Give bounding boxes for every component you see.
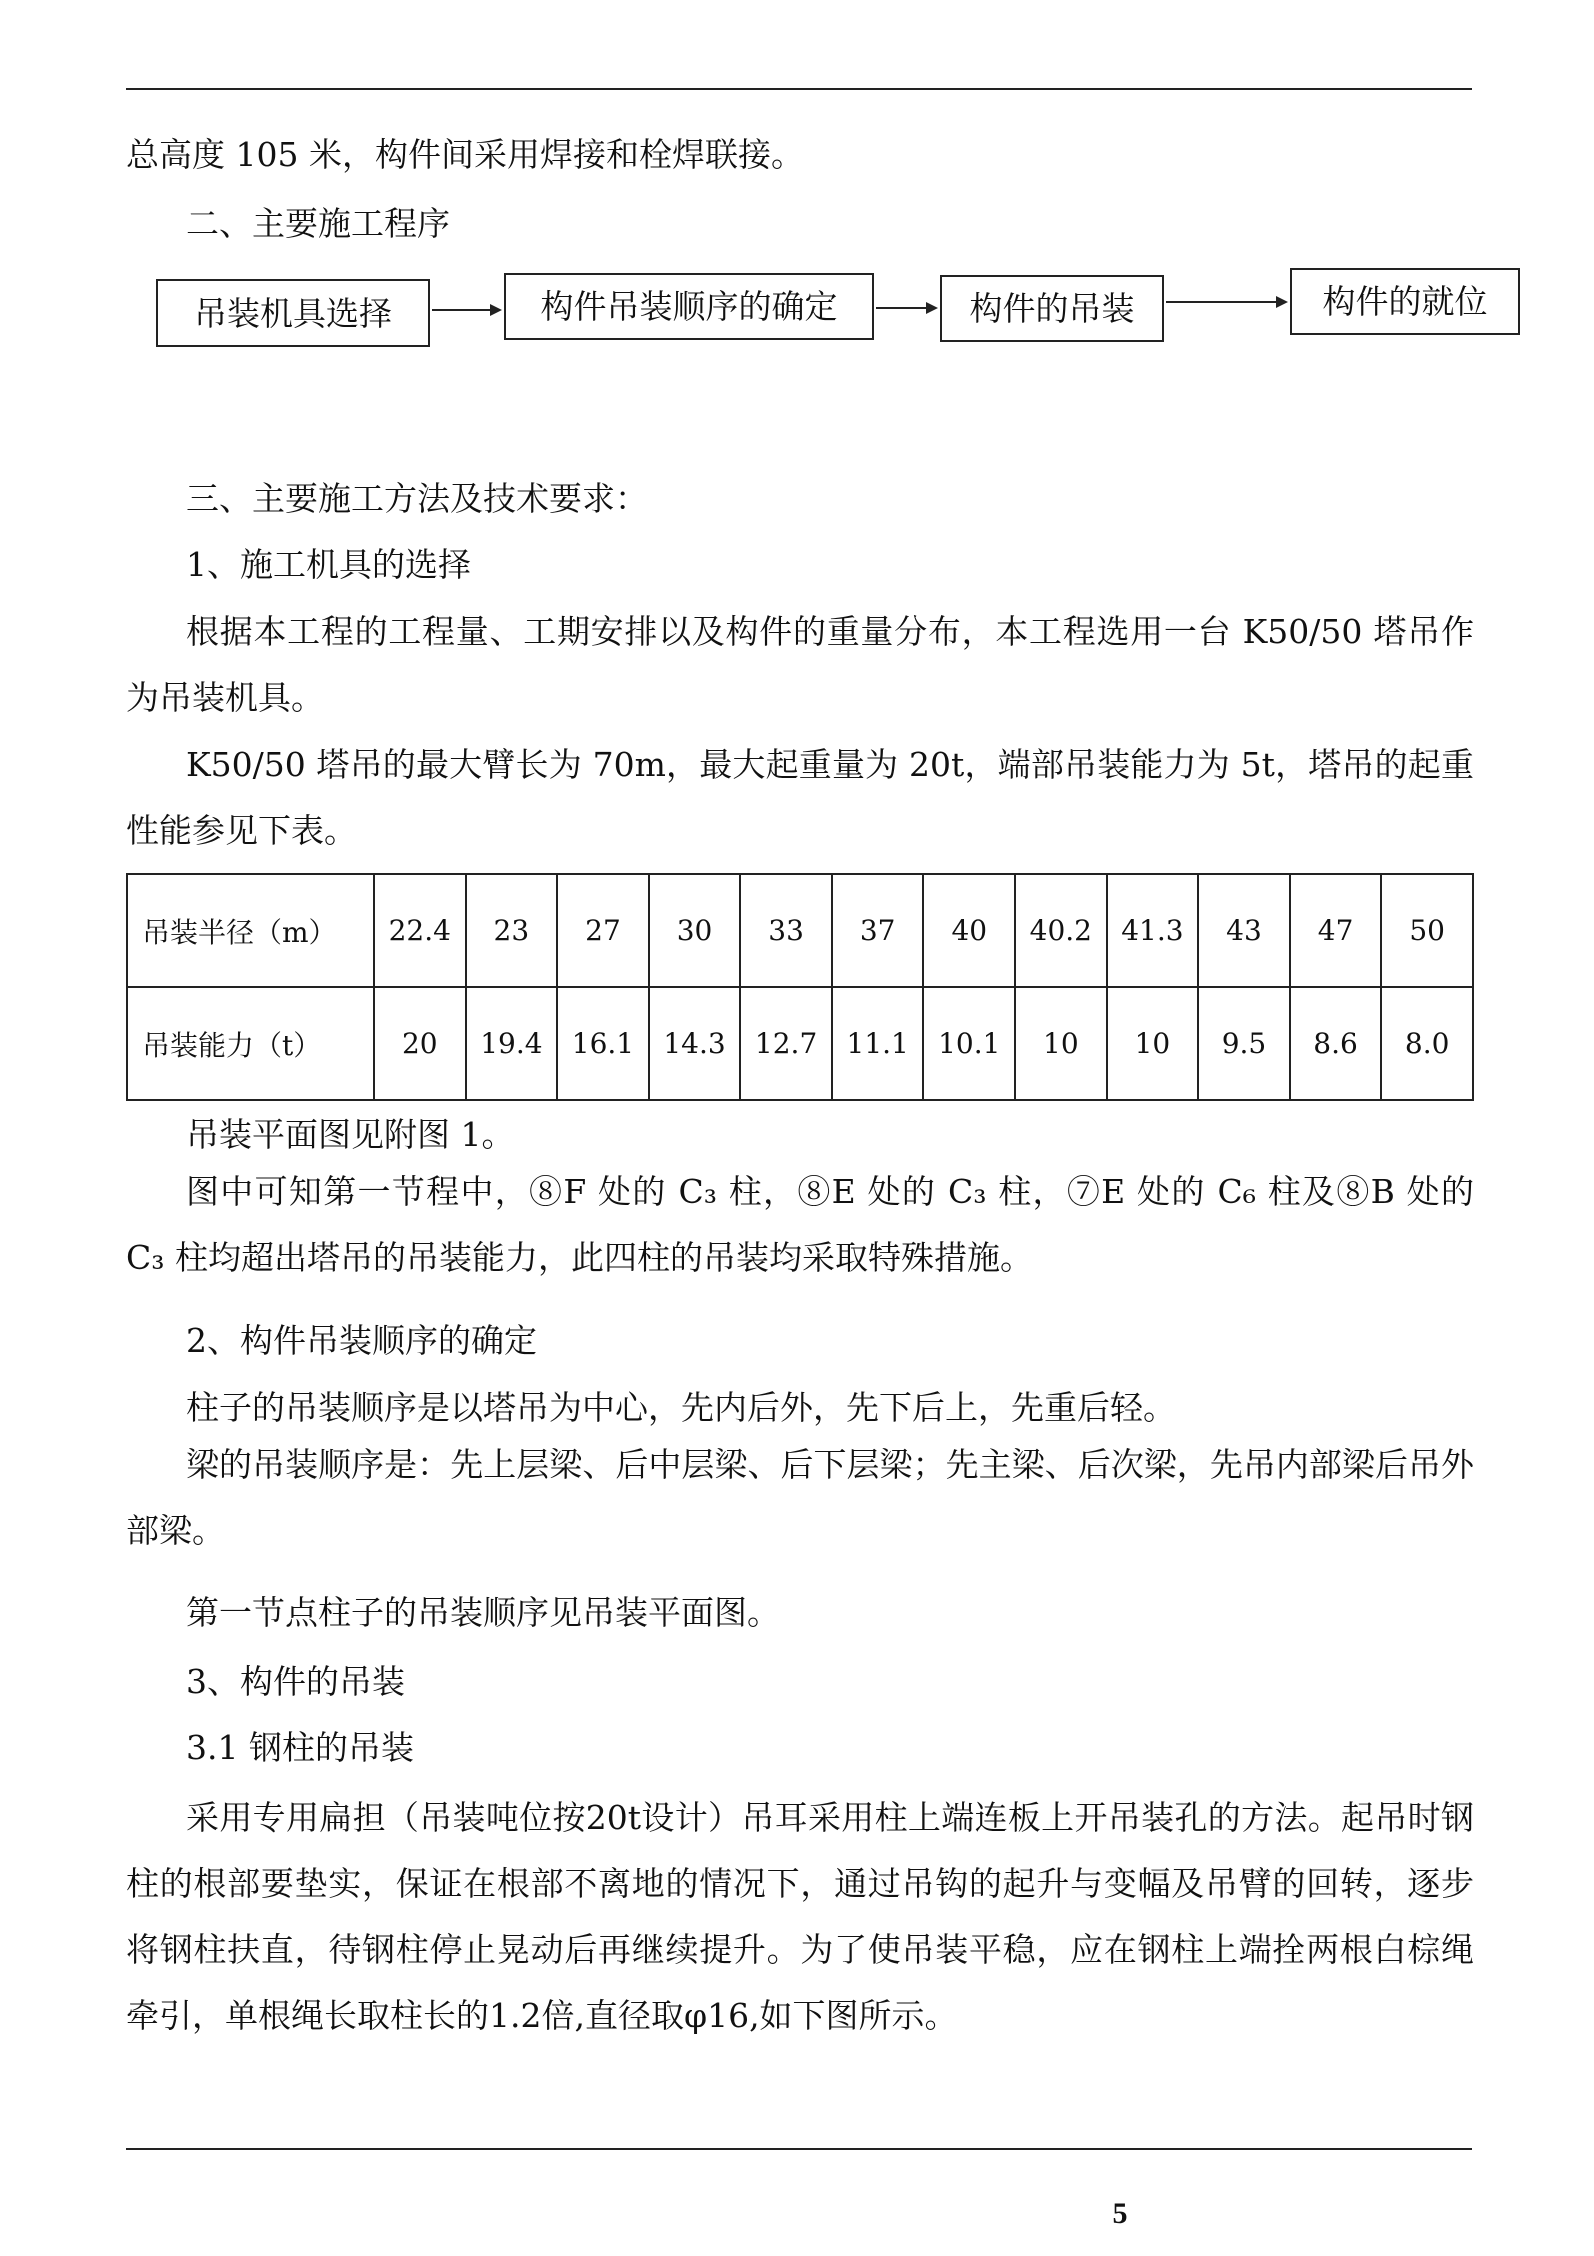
- table-cell: 33: [740, 874, 832, 987]
- table-cell: 40.2: [1015, 874, 1107, 987]
- table-cell: 30: [649, 874, 741, 987]
- paragraph-steel-column-method: 采用专用扁担（吊装吨位按20t设计）吊耳采用柱上端连板上开吊装孔的方法。起吊时钢柱的根部要垫实，保证在根部不离地的情况下，通过吊钩的起升与变幅及吊臂的回转，逐步将钢柱扶直，待钢柱停止晃动后再继续提升。为了使吊装平稳，应在钢柱上端拴两根白棕绳牵引，单根绳长取柱长的1.2倍,直径取φ16,如下图所示。: [126, 1798, 1474, 2035]
- table-cell: 10.1: [923, 987, 1015, 1100]
- table-row-radius: [127, 874, 1473, 987]
- crane-capacity-table: [126, 873, 1474, 1101]
- table-cell: 50: [1381, 874, 1473, 987]
- heading-lifting-sequence: 2、构件吊装顺序的确定: [186, 1321, 537, 1360]
- table-cell: 27: [557, 874, 649, 987]
- table-cell: 11.1: [832, 987, 924, 1100]
- table-cell: 10: [1107, 987, 1199, 1100]
- text-line-first-node: 第一节点柱子的吊装顺序见吊装平面图。: [186, 1593, 780, 1632]
- table-cell: 12.7: [740, 987, 832, 1100]
- table-cell: 43: [1198, 874, 1290, 987]
- flow-arrow-1: [432, 300, 504, 320]
- header-rule: [126, 88, 1472, 90]
- row-label-capacity: 吊装能力（t）: [127, 987, 374, 1100]
- table-cell: 37: [832, 874, 924, 987]
- footer-rule: [126, 2148, 1472, 2150]
- flow-step-equipment-selection: 吊装机具选择: [156, 279, 430, 347]
- table-cell: 8.6: [1290, 987, 1382, 1100]
- text-line-plan-reference: 吊装平面图见附图 1。: [186, 1115, 515, 1154]
- heading-steel-column-lifting: 3.1 钢柱的吊装: [186, 1728, 414, 1767]
- row-label-radius: 吊装半径（m）: [127, 874, 374, 987]
- heading-equipment-selection: 1、施工机具的选择: [186, 545, 471, 584]
- paragraph-special-columns: 图中可知第一节程中，⑧F 处的 C₃ 柱，⑧E 处的 C₃ 柱，⑦E 处的 C₆ 柱及⑧B 处的 C₃ 柱均超出塔吊的吊装能力，此四柱的吊装均采取特殊措施。: [126, 1172, 1474, 1277]
- paragraph-crane-choice: 根据本工程的工程量、工期安排以及构件的重量分布，本工程选用一台 K50/50 塔吊作为吊装机具。: [126, 612, 1474, 717]
- table-cell: 19.4: [466, 987, 558, 1100]
- table-cell: 22.4: [374, 874, 466, 987]
- flow-arrow-2: [876, 298, 940, 318]
- flow-step-lifting-sequence: 构件吊装顺序的确定: [504, 273, 874, 340]
- table-row-capacity: [127, 987, 1473, 1100]
- table-cell: 41.3: [1107, 874, 1199, 987]
- heading-main-procedure: 二、主要施工程序: [186, 204, 450, 243]
- table-cell: 40: [923, 874, 1015, 987]
- table-cell: 10: [1015, 987, 1107, 1100]
- table-cell: 23: [466, 874, 558, 987]
- heading-methods-requirements: 三、主要施工方法及技术要求：: [186, 479, 648, 518]
- heading-component-lifting: 3、构件的吊装: [186, 1662, 405, 1701]
- flow-step-component-positioning: 构件的就位: [1290, 268, 1520, 335]
- table-cell: 20: [374, 987, 466, 1100]
- flow-arrow-3: [1166, 292, 1290, 312]
- table-cell: 47: [1290, 874, 1382, 987]
- table-cell: 14.3: [649, 987, 741, 1100]
- table-cell: 9.5: [1198, 987, 1290, 1100]
- paragraph-beam-sequence: 梁的吊装顺序是：先上层梁、后中层梁、后下层梁；先主梁、后次梁，先吊内部梁后吊外部梁。: [126, 1445, 1474, 1550]
- text-line-height: 总高度 105 米，构件间采用焊接和栓焊联接。: [126, 135, 804, 174]
- page-number: 5: [1112, 2197, 1128, 2230]
- table-cell: 16.1: [557, 987, 649, 1100]
- flow-step-component-lifting: 构件的吊装: [940, 275, 1164, 342]
- paragraph-crane-specs: K50/50 塔吊的最大臂长为 70m，最大起重量为 20t，端部吊装能力为 5t，塔吊的起重性能参见下表。: [126, 745, 1474, 850]
- table-cell: 8.0: [1381, 987, 1473, 1100]
- text-line-column-sequence: 柱子的吊装顺序是以塔吊为中心，先内后外，先下后上，先重后轻。: [186, 1388, 1176, 1427]
